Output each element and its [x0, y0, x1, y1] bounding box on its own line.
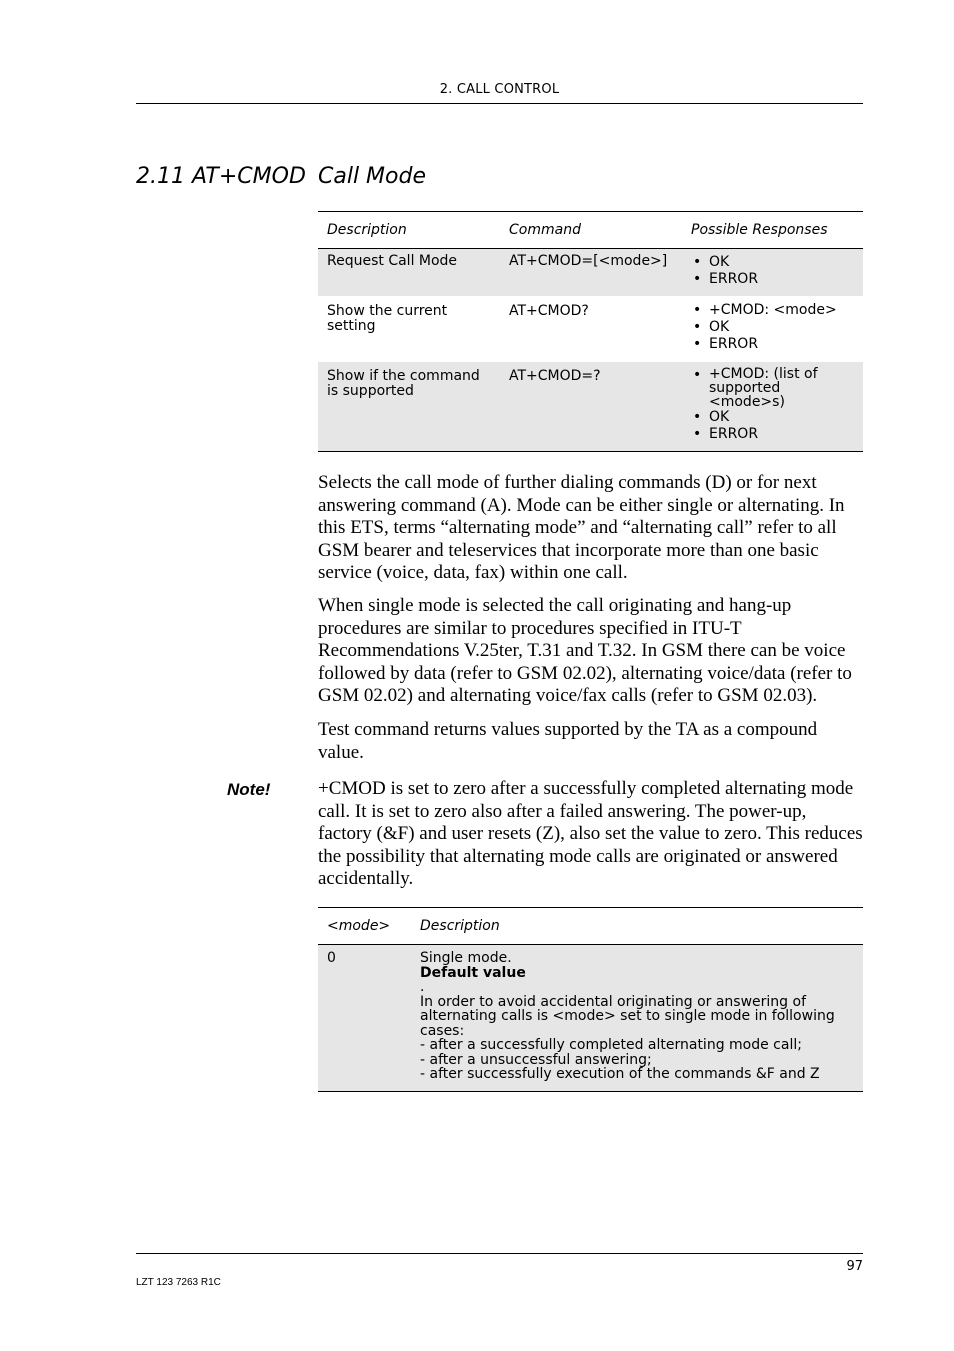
- note-text: +CMOD is set to zero after a successfully completed alternating mode call. It is set to zero also after a failed answering. The power-up, factory (&F) and user resets (Z), also set the value to zero. This reduces the possibility that alternating mode calls are originated or answered accidentally.: [318, 778, 863, 889]
- column-header-mode: <mode>: [318, 908, 411, 945]
- row-description: Request Call Mode: [318, 249, 500, 297]
- response-item: • ERROR: [691, 426, 854, 443]
- paragraph-test-command: Test command returns values supported by the TA as a compound value.: [318, 719, 818, 763]
- header-rule: [136, 103, 863, 104]
- footer-rule: [136, 1253, 863, 1254]
- response-item: • OK: [691, 319, 854, 336]
- table-row: [318, 249, 863, 297]
- row-responses: [682, 249, 863, 297]
- row-command: AT+CMOD=?: [500, 362, 682, 452]
- row-description: Show if the command is supported: [318, 362, 500, 452]
- row-responses: [682, 362, 863, 452]
- response-item: • ERROR: [691, 336, 854, 353]
- paragraph-description: Selects the call mode of further dialing commands (D) or for next answering command (A). Mode can be either single or alternating. In this ETS, terms “alternating mode” and “alternating call” refer to all GSM bearer and teleservices that incorporate more than one basic service (voice, data, fax) within one call.: [318, 472, 845, 583]
- mode-value: 0: [318, 945, 411, 1092]
- row-responses: [682, 297, 863, 362]
- note-label: Note!: [227, 780, 271, 799]
- mode-description-line: In order to avoid accidental originating or answering of alternating calls is <mode> set to single mode in following cases:: [420, 993, 835, 1039]
- mode-description-first-line: Single mode. Default value .: [420, 950, 526, 995]
- section-heading: [136, 164, 426, 189]
- row-description: Show the current setting: [318, 297, 500, 362]
- parameter-table-header-row: [318, 908, 863, 945]
- mode-description-line: - after a successfully completed alternating mode call;: [420, 1037, 802, 1053]
- response-item: • +CMOD: (list of supported <mode>s): [691, 367, 854, 409]
- response-item: • OK: [691, 254, 854, 271]
- table-row: [318, 297, 863, 362]
- column-header-responses: Possible Responses: [682, 212, 863, 249]
- paragraph-single-mode: When single mode is selected the call originating and hang-up procedures are similar to procedures specified in ITU-T Recommendations V.25ter, T.31 and T.32. In GSM there can be voice followed by data (refer to GSM 02.02), alternating voice/data (refer to GSM 02.02) and alternating voice/fax calls (refer to GSM 02.03).: [318, 595, 852, 706]
- command-table-header-row: [318, 212, 863, 249]
- parameter-table: [318, 907, 863, 1092]
- default-value-label: Default value: [420, 964, 526, 981]
- row-command: AT+CMOD=[<mode>]: [500, 249, 682, 297]
- row-command: AT+CMOD?: [500, 297, 682, 362]
- running-header: 2. CALL CONTROL: [439, 82, 560, 97]
- mode-description-line: - after successfully execution of the commands &F and Z: [420, 1066, 820, 1082]
- mode-description: [411, 945, 863, 1092]
- command-table: [318, 211, 863, 452]
- document-id: LZT 123 7263 R1C: [136, 1277, 221, 1288]
- mode-description-line: - after a unsuccessful answering;: [420, 1051, 652, 1068]
- table-row: [318, 362, 863, 452]
- response-item: • ERROR: [691, 271, 854, 288]
- column-header-command: Command: [500, 212, 682, 249]
- section-title: Call Mode: [318, 164, 427, 189]
- column-header-description: Description: [411, 908, 863, 945]
- section-number: 2.11 AT+CMOD: [136, 164, 306, 189]
- table-row: [318, 945, 863, 1092]
- response-item: • +CMOD: <mode>: [691, 302, 854, 319]
- page-number: 97: [846, 1259, 863, 1274]
- column-header-description: Description: [318, 212, 500, 249]
- response-item: • OK: [691, 409, 854, 426]
